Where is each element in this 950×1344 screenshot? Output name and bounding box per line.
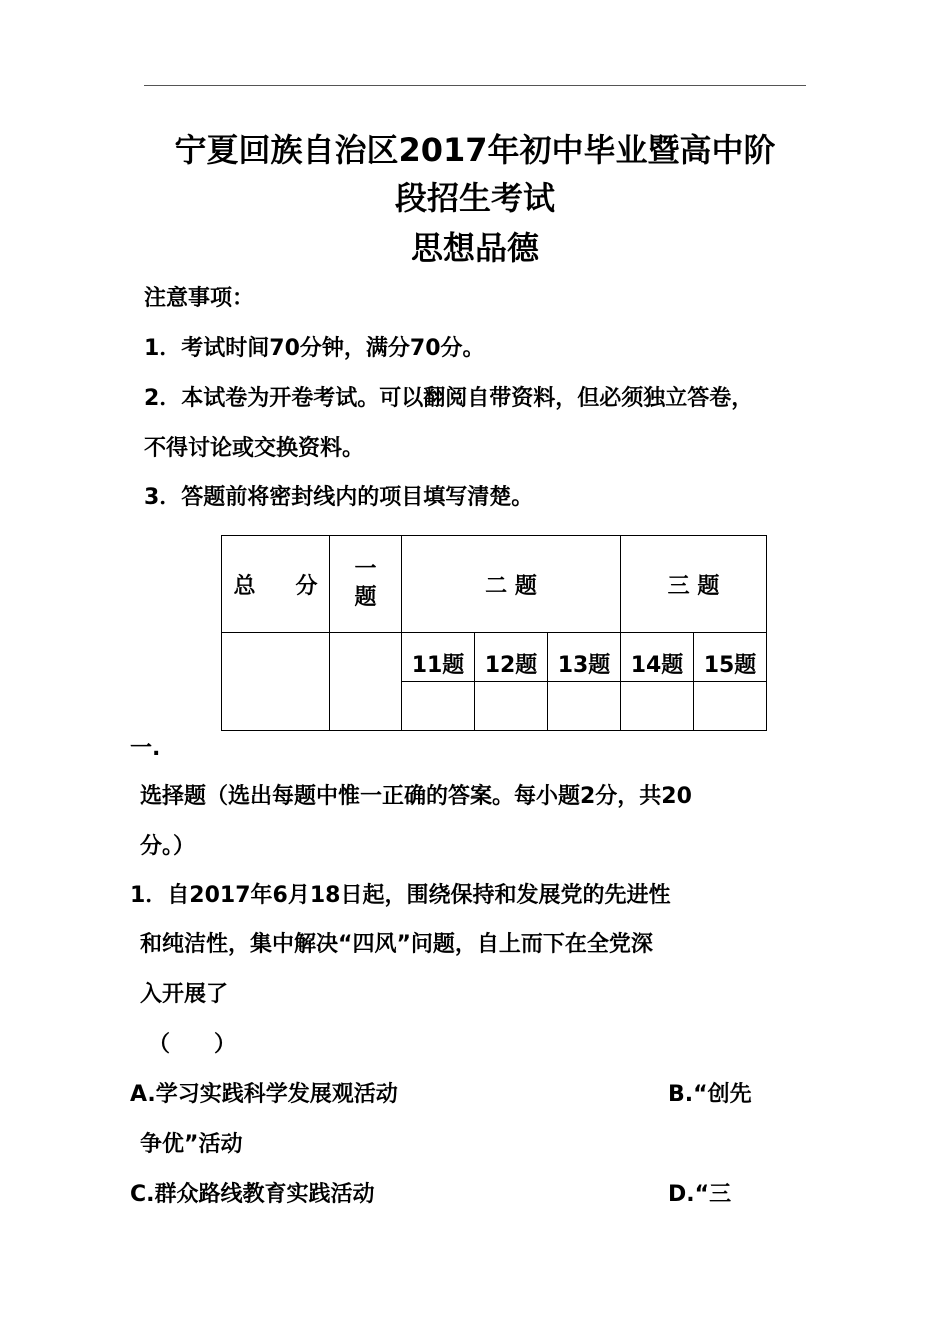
notice-item-2-line1: 2．本试卷为开卷考试。可以翻阅自带资料，但必须独立答卷， (144, 386, 754, 411)
question1-line2: 和纯洁性，集中解决“四风”问题，自上而下在全党深 (140, 932, 653, 957)
score-q15-label: 15题 (694, 633, 767, 682)
score-q13-label: 13题 (548, 633, 621, 682)
question1-line3: 入开展了 (140, 982, 229, 1007)
score-q14-label: 14题 (621, 633, 694, 682)
score-part1-header: 一 题 (330, 536, 402, 633)
score-total-cell[interactable] (222, 633, 330, 731)
question1-answer-blank: （ ） (148, 1032, 237, 1057)
score-total-header: 总 分 (222, 536, 330, 633)
notice-item-1: 1．考试时间70分钟，满分70分。 (144, 336, 485, 361)
score-q13-cell[interactable] (548, 682, 621, 731)
score-part3-header: 三 题 (621, 536, 767, 633)
score-part1-cell[interactable] (330, 633, 402, 731)
exam-title-line2: 段招生考试 (394, 179, 555, 217)
score-q11-cell[interactable] (402, 682, 475, 731)
score-part2-header: 二 题 (402, 536, 621, 633)
question1-option-d: D.“三 (668, 1182, 732, 1207)
score-table (221, 535, 767, 731)
score-q15-cell[interactable] (694, 682, 767, 731)
score-q12-label: 12题 (475, 633, 548, 682)
question1-option-a: A.学习实践科学发展观活动 (130, 1082, 398, 1107)
question1-option-b: B.“创先 (668, 1082, 752, 1107)
section1-marker: 一. (130, 736, 161, 761)
section1-desc-line2: 分。） (140, 834, 196, 859)
question1-option-c: C.群众路线教育实践活动 (130, 1182, 375, 1207)
exam-title-line1: 宁夏回族自治区2017年初中毕业暨高中阶 (174, 131, 776, 169)
notice-item-2-line2: 不得讨论或交换资料。 (144, 436, 365, 461)
question1-option-b-cont: 争优”活动 (140, 1132, 243, 1157)
score-q11-label: 11题 (402, 633, 475, 682)
question1-line1: 1．自2017年6月18日起，围绕保持和发展党的先进性 (130, 883, 671, 908)
notice-item-3: 3．答题前将密封线内的项目填写清楚。 (144, 485, 534, 510)
header-rule (144, 85, 806, 86)
notice-heading: 注意事项： (144, 286, 255, 311)
score-q14-cell[interactable] (621, 682, 694, 731)
score-q12-cell[interactable] (475, 682, 548, 731)
exam-subject: 思想品德 (410, 229, 539, 267)
section1-desc-line1: 选择题（选出每题中惟一正确的答案。每小题2分，共20 (140, 784, 692, 809)
